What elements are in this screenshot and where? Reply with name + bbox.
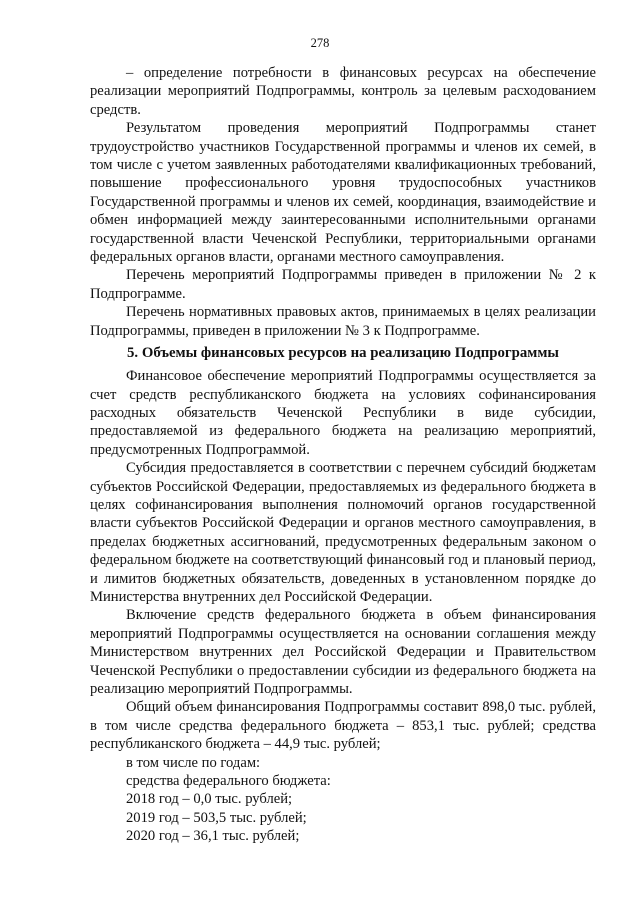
page-number: 278 [310, 36, 330, 50]
paragraph: Общий объем финансирования Подпрограммы составит 898,0 тыс. рублей, в том числе средства федерального бюджета – 853,1 тыс. рублей; средства республиканского бюджета – 44,9 тыс. рублей; [90, 699, 596, 753]
list-line: в том числе по годам: [126, 754, 261, 771]
section-heading: 5. Объемы финансовых ресурсов на реализацию Подпрограммы [127, 345, 559, 362]
paragraph: Перечень нормативных правовых актов, принимаемых в целях реализации Подпрограммы, приведен в приложении № 3 к Подпрограмме. [90, 304, 596, 339]
paragraph: – определение потребности в финансовых ресурсах на обеспечение реализации мероприятий Подпрограммы, контроль за целевым расходованием средств. [90, 65, 596, 118]
paragraph: Финансовое обеспечение мероприятий Подпрограммы осуществляется за счет средств республиканского бюджета на условиях софинансирования расходных обязательств Чеченской Республики в виде субсидии, предоставляемой из федерального бюджета на реализацию мероприятий, предусмотренных Подпрограммой. [90, 368, 596, 458]
list-line: 2020 год – 36,1 тыс. рублей; [126, 828, 300, 845]
paragraph: Субсидия предоставляется в соответствии с перечнем субсидий бюджетам субъектов Российской Федерации, предоставляемых из федерального бюджета в целях софинансирования выполнения полномочий органов государственной власти субъектов Российской Федерации и органов местного самоуправления, в пределах бюджетных ассигнований, предусмотренных федеральным законом о федеральном бюджете на соответствующий финансовый год и плановый период, и лимитов бюджетных обязательств, доведенных в установленном порядке до Министерства внутренних дел Российской Федерации. [90, 460, 596, 605]
list-line: 2019 год – 503,5 тыс. рублей; [126, 809, 307, 826]
paragraph: Результатом проведения мероприятий Подпрограммы станет трудоустройство участников Государственной программы и членов их семей, в том числе с учетом заявленных работодателями квалификационных требований, повышение профессионального уровня трудоспособных участников Государственной программы и членов их семей, координация, взаимодействие и обмен информацией между заинтересованными исполнительными органами государственной власти Чеченской Республики, территориальными органами федеральных органов власти, органами местного самоуправления. [90, 120, 596, 266]
list-line: средства федерального бюджета: [126, 773, 331, 790]
page-content [90, 64, 596, 846]
paragraph: Перечень мероприятий Подпрограммы приведен в приложении № 2 к Подпрограмме. [90, 267, 596, 302]
list-line: 2018 год – 0,0 тыс. рублей; [126, 791, 293, 808]
paragraph: Включение средств федерального бюджета в объем финансирования мероприятий Подпрограммы осуществляется на основании соглашения между Министерством внутренних дел Российской Федерации и Правительством Чеченской Республики о предоставлении субсидии из федерального бюджета на реализацию мероприятий Подпрограммы. [90, 607, 596, 697]
funding-by-year-list [90, 754, 596, 846]
